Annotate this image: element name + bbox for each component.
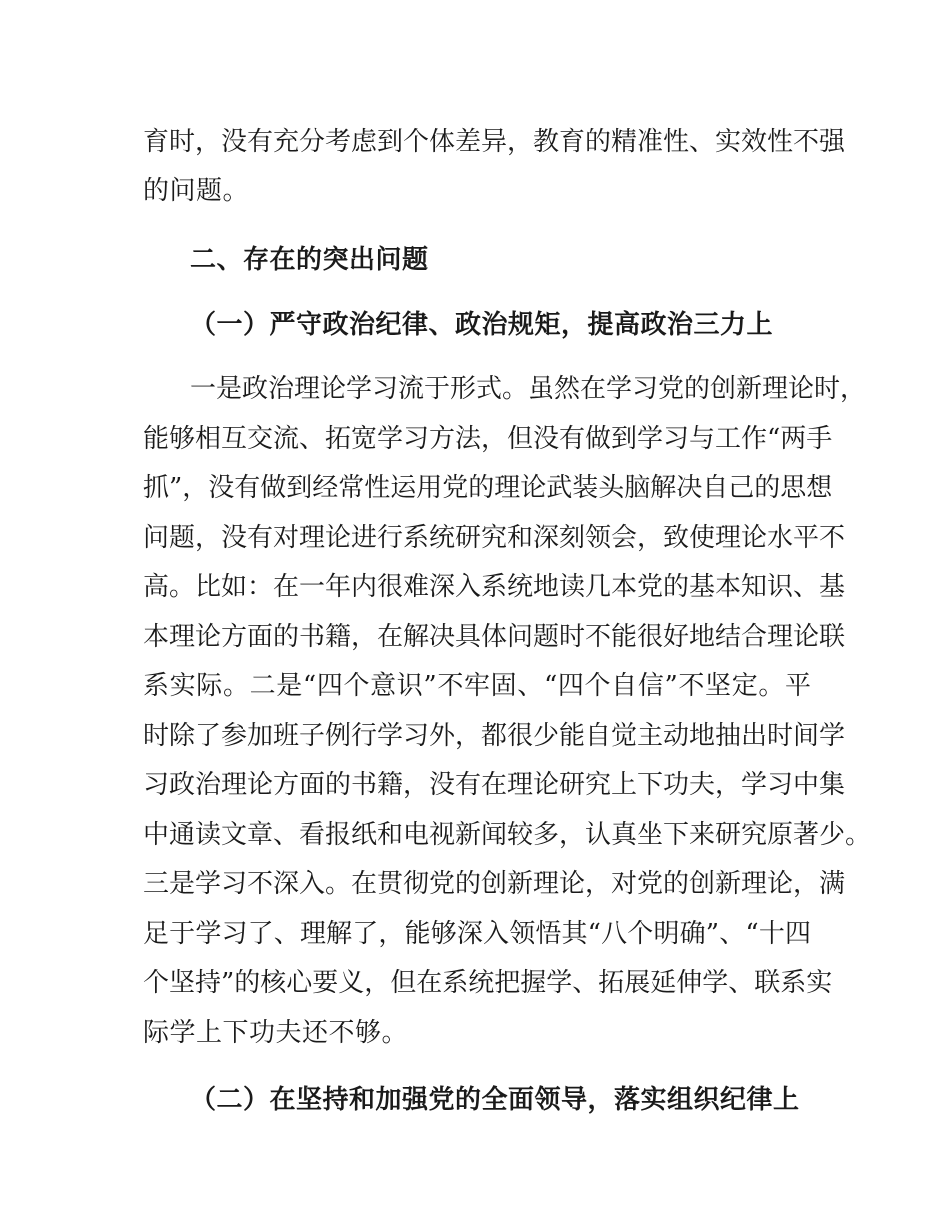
paragraph-line-2: 能够相互交流、拓宽学习方法，但没有做到学习与工作“两手 <box>143 424 833 454</box>
section-heading: 二、存在的突出问题 <box>190 245 429 275</box>
paragraph-line-13: 个坚持”的核心要义，但在系统把握学、拓展延伸学、联系实 <box>143 968 833 998</box>
intro-line-2: 的问题。 <box>143 176 250 206</box>
paragraph-line-7: 系实际。二是“四个意识”不牢固、“四个自信”不坚定。平 <box>143 671 811 701</box>
paragraph-line-1: 一是政治理论学习流于形式。虽然在学习党的创新理论时， <box>190 374 867 404</box>
paragraph-line-14: 际学上下功夫还不够。 <box>143 1018 409 1048</box>
paragraph-line-11: 三是学习不深入。在贯彻党的创新理论，对党的创新理论，满 <box>143 869 846 899</box>
paragraph-line-5: 高。比如：在一年内很难深入系统地读几本党的基本知识、基 <box>143 572 846 602</box>
paragraph-line-6: 本理论方面的书籍，在解决具体问题时不能很好地结合理论联 <box>143 622 846 652</box>
paragraph-line-9: 习政治理论方面的书籍，没有在理论研究上下功夫，学习中集 <box>143 770 846 800</box>
paragraph-line-3: 抓”，没有做到经常性运用党的理论武装头脑解决自己的思想 <box>143 473 833 503</box>
paragraph-line-10: 中通读文章、看报纸和电视新闻较多，认真坐下来研究原著少。 <box>143 820 872 850</box>
intro-line-1: 育时，没有充分考虑到个体差异，教育的精准性、实效性不强 <box>143 127 846 157</box>
paragraph-line-12: 足于学习了、理解了，能够深入领悟其“八个明确”、“十四 <box>143 919 811 949</box>
paragraph-line-4: 问题，没有对理论进行系统研究和深刻领会，致使理论水平不 <box>143 523 846 553</box>
paragraph-line-8: 时除了参加班子例行学习外，都很少能自觉主动地抽出时间学 <box>143 721 846 751</box>
subsection-2-heading: （二）在坚持和加强党的全面领导，落实组织纪律上 <box>190 1085 800 1115</box>
subsection-1-heading: （一）严守政治纪律、政治规矩，提高政治三力上 <box>190 310 774 340</box>
